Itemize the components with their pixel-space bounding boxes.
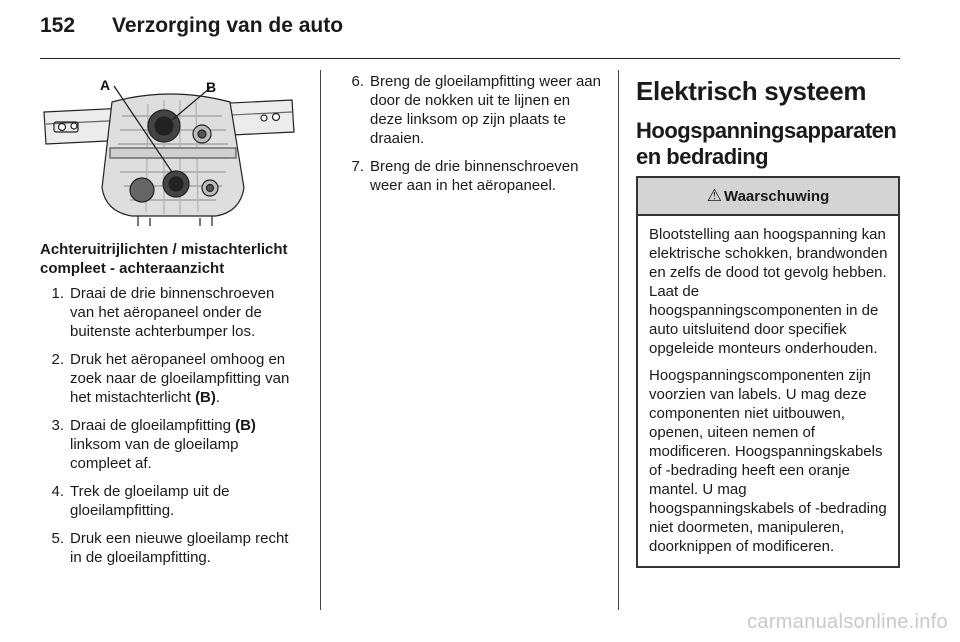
section-title: Verzorging van de auto — [112, 14, 344, 37]
left-column — [40, 72, 302, 576]
step-number: 5. — [51, 530, 64, 547]
warning-paragraph: Hoogspanningscomponenten zijn voorzien van labels. U mag deze componenten niet uitbouwen, openen, uiteen nemen of modificeren. Hoogspanningskabels of -bedrading heeft een oranje mantel. U mag hoogspanningskabels of -bedrading niet doormeten, manipuleren, doorknippen of modificeren. — [649, 367, 887, 555]
sub-heading: Hoogspanningsapparaten en bedrading — [636, 118, 897, 169]
column-divider-1 — [320, 70, 321, 610]
right-column — [636, 72, 900, 568]
warning-box — [636, 176, 900, 568]
warning-paragraph: Blootstelling aan hoogspanning kan elektrische schokken, brandwonden en zelfs de dood tot gevolg hebben. Laat de hoogspanningscomponenten in de auto uitsluitend door specifiek opgeleide monteurs onderhouden. — [649, 226, 888, 357]
warning-body — [638, 216, 898, 566]
step-text-main: Druk het aëropaneel omhoog en zoek naar de gloeilampfitting van het mistachterlicht — [70, 351, 290, 406]
step-text — [70, 350, 302, 407]
step-text: Breng de gloeilampfitting weer aan door de nokken uit te lijnen en deze linksom op zijn plaats te draaien. — [370, 73, 601, 147]
warning-title: Waarschuwing — [723, 187, 830, 205]
step-text: Draai de drie binnenschroeven van het aëropaneel onder de buitenste achterbumper los. — [70, 285, 275, 340]
step-item — [340, 157, 602, 195]
warning-header — [638, 178, 898, 216]
step-item — [340, 72, 602, 148]
step-text: Breng de drie binnenschroeven weer aan in het aëropaneel. — [370, 158, 579, 194]
page-header — [40, 14, 343, 44]
warning-icon: ⚠ — [706, 186, 722, 205]
step-number: 1. — [51, 285, 64, 302]
step-number: 7. — [351, 158, 364, 175]
step-text — [70, 416, 302, 473]
ref-b: (B) — [235, 417, 256, 434]
step-item — [40, 284, 302, 341]
step-number: 4. — [51, 483, 64, 500]
step-item — [40, 529, 302, 567]
rear-light-illustration — [40, 72, 302, 232]
step-text-main: Draai de gloeilampfitting — [70, 417, 231, 434]
figure-label-a: A — [100, 77, 111, 93]
step-item — [40, 482, 302, 520]
step-text: Trek de gloeilamp uit de gloeilampfitting. — [70, 483, 230, 519]
figure-label-b: B — [206, 79, 217, 95]
step-item — [40, 350, 302, 407]
page-number: 152 — [40, 14, 76, 37]
step-text-after: . — [215, 389, 221, 406]
steps-list-middle — [340, 72, 602, 195]
middle-column — [340, 72, 602, 204]
ref-b: (B) — [195, 389, 216, 406]
chapter-heading: Elektrisch systeem — [636, 76, 867, 106]
step-number: 6. — [351, 73, 364, 90]
header-rule — [40, 58, 900, 59]
steps-list-left — [40, 284, 302, 567]
column-divider-2 — [618, 70, 619, 610]
step-text: Druk een nieuwe gloeilamp recht in de gloeilampfitting. — [70, 530, 289, 566]
figure-caption: Achteruitrijlichten / mistachterlicht compleet - achteraanzicht — [40, 241, 288, 277]
step-number: 3. — [51, 417, 64, 434]
step-item — [40, 416, 302, 473]
step-text-after: linksom van de gloeilamp compleet af. — [70, 436, 239, 472]
step-number: 2. — [51, 351, 64, 368]
watermark: carmanualsonline.info — [747, 611, 948, 633]
